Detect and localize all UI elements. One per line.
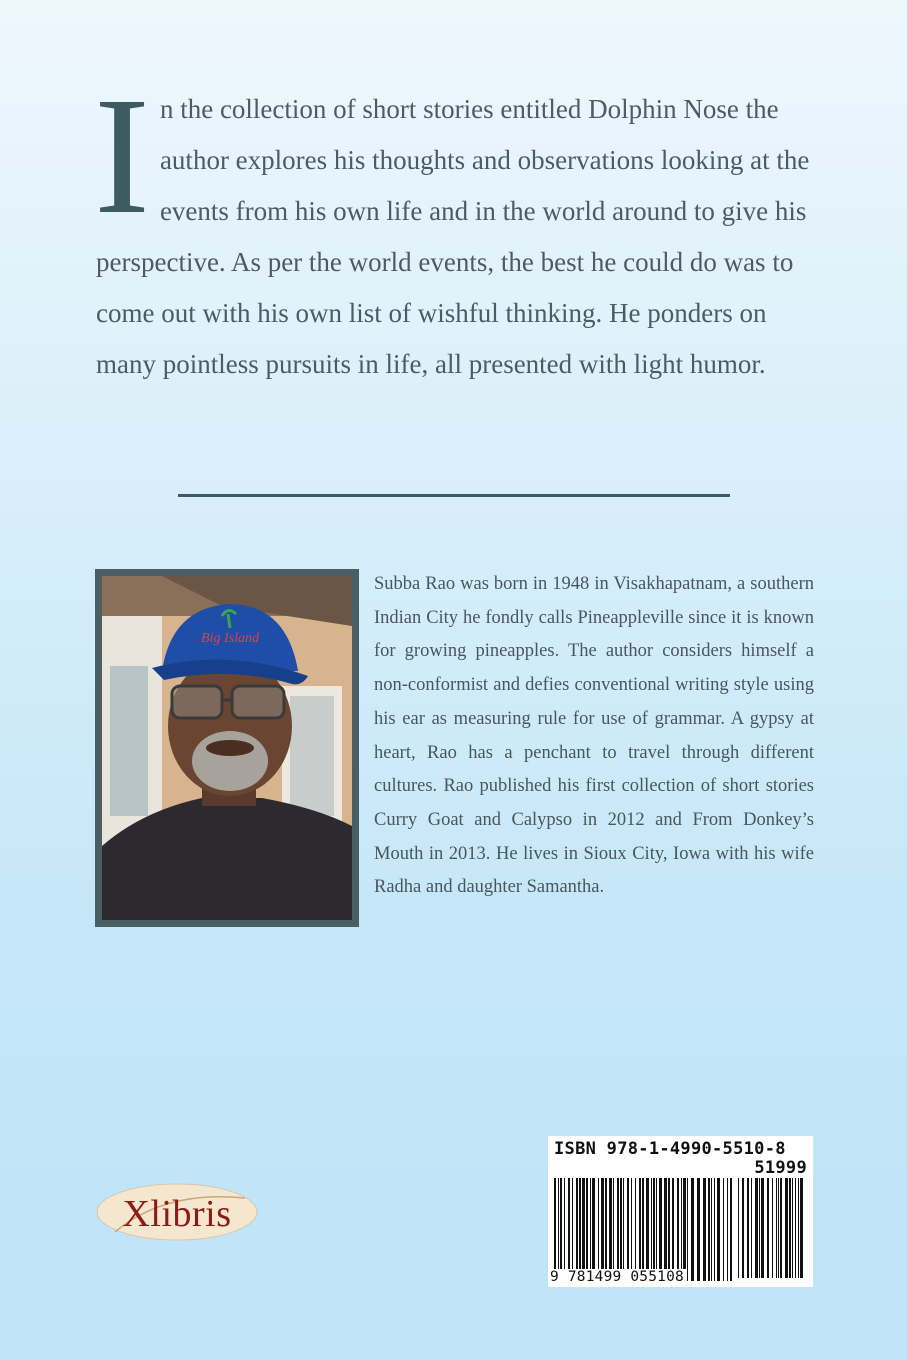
barcode-bars: [554, 1178, 807, 1281]
barcode-bar: [742, 1178, 744, 1278]
barcode-bar: [576, 1178, 578, 1281]
barcode-bar: [656, 1178, 657, 1281]
barcode-bar: [677, 1178, 679, 1281]
barcode-bar: [691, 1178, 694, 1281]
barcode-bar: [780, 1178, 782, 1278]
barcode-bar: [635, 1178, 636, 1281]
barcode-bar: [759, 1178, 760, 1278]
barcode-bar: [609, 1178, 612, 1281]
barcode-bar: [601, 1178, 604, 1281]
barcode-bar: [582, 1178, 585, 1281]
ean-digits: 9 781499 055108: [550, 1269, 687, 1285]
barcode-bar: [590, 1178, 591, 1281]
barcode-bar: [776, 1178, 777, 1278]
barcode-bar: [798, 1178, 799, 1278]
barcode-bar: [711, 1178, 712, 1281]
barcode-bar: [620, 1178, 622, 1281]
barcode-bar: [554, 1178, 556, 1281]
barcode-bar: [723, 1178, 724, 1281]
barcode-bar: [592, 1178, 595, 1281]
barcode-bar: [738, 1178, 739, 1278]
barcode-bar: [653, 1178, 655, 1281]
barcode-bar: [789, 1178, 791, 1278]
barcode-bar: [772, 1178, 773, 1278]
barcode-bar: [761, 1178, 764, 1278]
blurb-text: n the collection of short stories entitled Dolphin Nose the author explores his thoughts and observations looking at the events from his own life and in the world around to give his perspective. As per the world events, the best he could do was to come out with his own list of wishful thinking. He ponders on many pointless pursuits in life, all presented with light humor.: [96, 94, 810, 379]
barcode-bar: [730, 1178, 732, 1281]
author-portrait-image: [102, 576, 352, 920]
barcode-bar: [605, 1178, 607, 1281]
author-bio: Subba Rao was born in 1948 in Visakhapatnam, a southern Indian City he fondly calls Pineappleville since it is known for growing pineapples. The author considers himself a non-conformist and defies conventional writing style using his ear as measuring rule for use of grammar. A gypsy at heart, Rao has a penchant to travel through different cultures. Rao published his first collection of short stories Curry Goat and Calypso in 2012 and From Donkey’s Mouth in 2013. He lives in Sioux City, Iowa with his wife Radha and daughter Samantha.: [374, 574, 814, 898]
barcode-bar: [659, 1178, 662, 1281]
barcode-bar: [631, 1178, 632, 1281]
barcode-bar: [672, 1178, 674, 1281]
barcode-bar: [795, 1178, 796, 1278]
barcode-bar: [639, 1178, 641, 1281]
barcode-bar: [579, 1178, 581, 1281]
isbn-barcode: [548, 1136, 813, 1287]
barcode-bar: [778, 1178, 779, 1278]
barcode-bar: [651, 1178, 652, 1281]
barcode-bar: [755, 1178, 758, 1278]
barcode-bar: [717, 1178, 720, 1281]
barcode-bar: [646, 1178, 649, 1281]
author-photo-frame: [95, 569, 359, 927]
barcode-bar: [800, 1178, 803, 1278]
drop-cap: I: [94, 63, 150, 249]
barcode-bar: [714, 1178, 715, 1281]
author-photo: [102, 576, 352, 920]
barcode-bar: [681, 1178, 682, 1281]
cap-lettering: Big Island: [201, 631, 259, 646]
publisher-name: Xlibris: [122, 1193, 232, 1235]
blurb-paragraph: [94, 63, 816, 390]
barcode-bar: [613, 1178, 614, 1281]
barcode-bar: [703, 1178, 706, 1281]
barcode-bar: [727, 1178, 728, 1281]
barcode-bar: [642, 1178, 644, 1281]
barcode-bar: [558, 1178, 559, 1281]
barcode-bar: [668, 1178, 670, 1281]
barcode-bar: [617, 1178, 619, 1281]
barcode-bar: [568, 1178, 570, 1281]
barcode-bar: [627, 1178, 629, 1281]
barcode-bar: [598, 1178, 599, 1281]
barcode-bar: [767, 1178, 769, 1278]
price-code: 51999: [754, 1158, 807, 1178]
barcode-bar: [751, 1178, 752, 1278]
barcode-bar: [747, 1178, 749, 1278]
barcode-bar: [785, 1178, 788, 1278]
barcode-bar: [586, 1178, 588, 1281]
barcode-bar: [623, 1178, 624, 1281]
barcode-bar: [664, 1178, 667, 1281]
publisher-logo: [95, 1180, 259, 1244]
barcode-bar: [683, 1178, 686, 1281]
barcode-bar: [560, 1178, 562, 1281]
section-divider: [178, 494, 730, 497]
barcode-bar: [697, 1178, 700, 1281]
isbn-label: ISBN 978-1-4990-5510-8: [554, 1139, 786, 1159]
barcode-bar: [687, 1178, 688, 1281]
barcode-bar: [708, 1178, 710, 1281]
barcode-bar: [564, 1178, 565, 1281]
barcode-bar: [572, 1178, 573, 1281]
barcode-bar: [792, 1178, 793, 1278]
